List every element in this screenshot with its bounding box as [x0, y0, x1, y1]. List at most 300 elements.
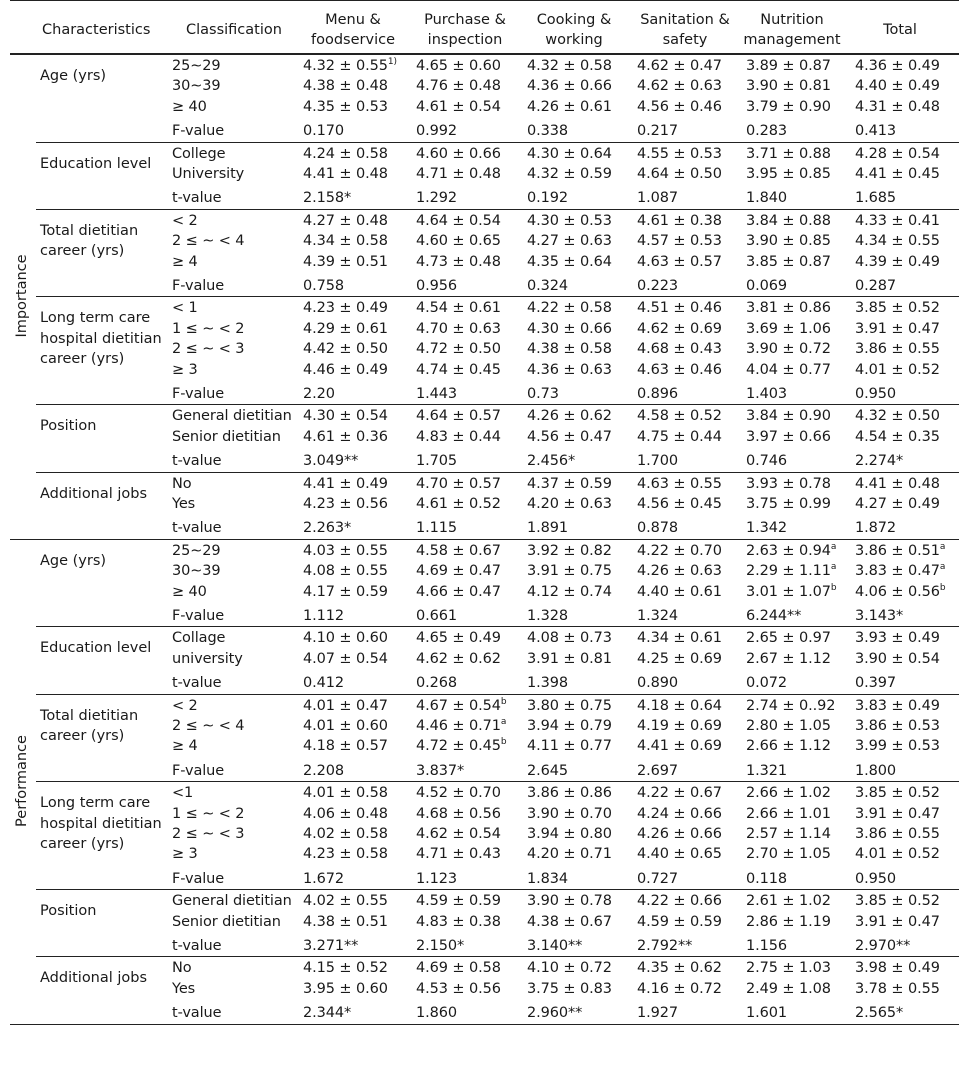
mean-sd-value: 4.30 ± 0.54 — [303, 408, 388, 425]
classification-label: < 2 — [172, 212, 198, 229]
mean-sd-value: 4.36 ± 0.66 — [527, 78, 612, 95]
mean-sd-value: 4.32 ± 0.59 — [527, 166, 612, 182]
classification-label: 30∼39 — [172, 563, 221, 580]
statistic-value: 2.792** — [637, 938, 693, 954]
mean-sd-value: 2.75 ± 1.03 — [746, 960, 831, 977]
statistic-label: F-value — [172, 608, 225, 624]
mean-sd-value: 4.64 ± 0.57 — [416, 408, 501, 425]
mean-sd-value: 4.23 ± 0.49 — [303, 300, 388, 317]
mean-sd-value: 3.93 ± 0.49 — [855, 630, 940, 647]
mean-sd-value: 4.36 ± 0.63 — [527, 361, 612, 378]
mean-sd-value: 4.01 ± 0.60 — [303, 718, 388, 734]
mean-sd-value: 4.69 ± 0.47 — [416, 563, 501, 580]
statistic-value: 3.049** — [303, 453, 359, 470]
mean-sd-value: 3.01 ± 1.07$^b$ — [746, 582, 837, 600]
top-rule — [10, 0, 959, 1]
mean-sd-value: 4.01 ± 0.52 — [855, 361, 940, 378]
mean-sd-value: 3.79 ± 0.90 — [746, 98, 831, 115]
group-divider — [36, 694, 959, 695]
classification-label: ≥ 4 — [172, 738, 198, 755]
mean-sd-value: 4.35 ± 0.53 — [303, 98, 388, 115]
mean-sd-value: 4.56 ± 0.45 — [637, 496, 722, 512]
statistic-value: 0.950 — [855, 870, 897, 887]
mean-sd-value: 4.06 ± 0.56$^b$ — [855, 582, 946, 600]
superscript-marker: a — [830, 541, 837, 552]
mean-sd-value: 4.17 ± 0.59 — [303, 583, 388, 600]
mean-sd-value: 4.41 ± 0.69 — [637, 738, 722, 755]
mean-sd-value: 4.32 ± 0.50 — [855, 408, 940, 425]
superscript-marker: b — [830, 582, 837, 593]
mean-sd-value: 2.67 ± 1.12 — [746, 650, 831, 667]
mean-sd-value: 4.22 ± 0.66 — [637, 893, 722, 910]
mean-sd-value: 3.90 ± 0.72 — [746, 341, 831, 358]
mean-sd-value: 4.22 ± 0.70 — [637, 542, 722, 559]
mean-sd-value: 4.66 ± 0.47 — [416, 583, 501, 600]
mean-sd-value: 4.15 ± 0.52 — [303, 960, 388, 977]
mean-sd-value: 4.38 ± 0.48 — [303, 78, 388, 95]
characteristic-label: Age (yrs) — [40, 68, 107, 84]
statistic-value: 1.860 — [416, 1005, 458, 1022]
mean-sd-value: 4.38 ± 0.51 — [303, 913, 388, 930]
mean-sd-value: 4.01 ± 0.52 — [855, 846, 940, 863]
statistic-value: 0.727 — [637, 870, 679, 887]
statistic-value: 1.112 — [303, 608, 345, 624]
mean-sd-value: 4.73 ± 0.48 — [416, 253, 501, 270]
classification-label: Yes — [172, 496, 196, 512]
statistic-value: 2.565* — [855, 1005, 904, 1022]
header-characteristics: Characteristics — [42, 22, 151, 38]
mean-sd-value: 2.86 ± 1.19 — [746, 913, 831, 930]
mean-sd-value: 4.41 ± 0.45 — [855, 166, 940, 182]
mean-sd-value: 4.70 ± 0.57 — [416, 475, 501, 492]
mean-sd-value: 4.27 ± 0.48 — [303, 212, 388, 229]
mean-sd-value: 4.26 ± 0.63 — [637, 563, 722, 580]
mean-sd-value: 4.58 ± 0.52 — [637, 408, 722, 425]
mean-sd-value: 3.91 ± 0.47 — [855, 913, 940, 930]
statistic-value: 0.170 — [303, 123, 345, 140]
mean-sd-value: 4.39 ± 0.49 — [855, 253, 940, 270]
characteristic-label: Total dietitian — [40, 222, 139, 239]
mean-sd-value: 4.39 ± 0.51 — [303, 253, 388, 270]
classification-label: < 2 — [172, 697, 198, 714]
mean-sd-value: 4.54 ± 0.61 — [416, 300, 501, 317]
mean-sd-value: 3.86 ± 0.55 — [855, 826, 940, 842]
statistic-value: 1.328 — [527, 608, 569, 624]
statistic-value: 0.283 — [746, 123, 788, 140]
statistic-value: 1.156 — [746, 938, 788, 954]
mean-sd-value: 2.29 ± 1.11$^a$ — [746, 562, 837, 580]
mean-sd-value: 4.03 ± 0.55 — [303, 542, 388, 559]
mean-sd-value: 4.72 ± 0.45$^b$ — [416, 737, 507, 755]
classification-label: 2 ≤ ∼ < 3 — [172, 826, 245, 842]
mean-sd-value: 4.25 ± 0.69 — [637, 650, 722, 667]
statistic-value: 0.950 — [855, 386, 897, 402]
classification-label: 1 ≤ ∼ < 2 — [172, 805, 245, 822]
mean-sd-value: 4.41 ± 0.48 — [855, 475, 940, 492]
mean-sd-value: 4.61 ± 0.54 — [416, 98, 501, 115]
statistic-value: 0.992 — [416, 123, 458, 140]
classification-label: ≥ 4 — [172, 253, 198, 270]
statistic-value: 0.072 — [746, 675, 788, 692]
mean-sd-value: 4.55 ± 0.53 — [637, 145, 722, 162]
mean-sd-value: 4.76 ± 0.48 — [416, 78, 501, 95]
mean-sd-value: 4.83 ± 0.38 — [416, 913, 501, 930]
mean-sd-value: 4.40 ± 0.61 — [637, 583, 722, 600]
statistic-value: 2.263* — [303, 520, 352, 537]
mean-sd-value: 3.80 ± 0.75 — [527, 697, 612, 714]
statistic-value: 0.661 — [416, 608, 458, 624]
header-sanitation-line1: Sanitation & — [640, 12, 730, 28]
statistic-value: 1.705 — [416, 453, 458, 470]
mean-sd-value: 2.66 ± 1.12 — [746, 738, 831, 755]
mean-sd-value: 4.83 ± 0.44 — [416, 428, 501, 445]
statistic-value: 2.344* — [303, 1005, 352, 1022]
section-label: Importance — [14, 254, 30, 338]
mean-sd-value: 4.41 ± 0.48 — [303, 166, 388, 182]
classification-label: Yes — [172, 980, 196, 997]
mean-sd-value: 4.64 ± 0.54 — [416, 212, 501, 229]
characteristic-label: Additional jobs — [40, 970, 148, 987]
classification-label: No — [172, 475, 192, 492]
statistic-value: 1.800 — [855, 762, 897, 779]
classification-label: <1 — [172, 785, 194, 802]
mean-sd-value: 4.62 ± 0.47 — [637, 58, 722, 74]
header-nutrition-line2: management — [743, 32, 841, 48]
section-label: Performance — [14, 735, 30, 828]
mean-sd-value: 4.46 ± 0.49 — [303, 361, 388, 378]
mean-sd-value: 4.26 ± 0.61 — [527, 98, 612, 115]
mean-sd-value: 4.32 ± 0.58 — [527, 58, 612, 74]
mean-sd-value: 4.54 ± 0.35 — [855, 428, 940, 445]
mean-sd-value: 4.51 ± 0.46 — [637, 300, 722, 317]
statistic-value: 1.115 — [416, 520, 458, 537]
mean-sd-value: 4.34 ± 0.61 — [637, 630, 722, 647]
mean-sd-value: 3.75 ± 0.99 — [746, 496, 831, 512]
mean-sd-value: 4.08 ± 0.55 — [303, 563, 388, 580]
group-divider — [36, 889, 959, 890]
mean-sd-value: 4.68 ± 0.56 — [416, 805, 501, 822]
mean-sd-value: 4.04 ± 0.77 — [746, 361, 831, 378]
statistic-value: 0.878 — [637, 520, 679, 537]
statistic-label: F-value — [172, 386, 225, 402]
statistic-value: 1.927 — [637, 1005, 679, 1022]
group-divider — [36, 142, 959, 143]
characteristic-label: Education level — [40, 640, 152, 657]
bottom-rule — [10, 1024, 959, 1026]
characteristic-label: Long term care — [40, 310, 151, 327]
mean-sd-value: 4.35 ± 0.62 — [637, 960, 722, 977]
statistic-label: F-value — [172, 123, 225, 140]
characteristic-label: career (yrs) — [40, 351, 125, 368]
header-nutrition-line1: Nutrition — [760, 12, 824, 28]
mean-sd-value: 4.70 ± 0.63 — [416, 320, 501, 337]
group-divider — [36, 404, 959, 405]
mean-sd-value: 4.56 ± 0.47 — [527, 428, 612, 445]
mean-sd-value: 4.29 ± 0.61 — [303, 320, 388, 337]
mean-sd-value: 3.85 ± 0.87 — [746, 253, 831, 270]
mean-sd-value: 4.64 ± 0.50 — [637, 166, 722, 182]
classification-label: Senior dietitian — [172, 428, 281, 445]
statistic-value: 0.287 — [855, 278, 897, 294]
mean-sd-value: 3.90 ± 0.85 — [746, 233, 831, 250]
classification-label: No — [172, 960, 192, 977]
statistic-value: 0.192 — [527, 190, 569, 207]
superscript-marker: a — [830, 562, 837, 573]
mean-sd-value: 4.24 ± 0.58 — [303, 145, 388, 162]
mean-sd-value: 3.86 ± 0.86 — [527, 785, 612, 802]
statistic-value: 1.601 — [746, 1005, 788, 1022]
statistic-value: 0.069 — [746, 278, 788, 294]
mean-sd-value: 4.63 ± 0.55 — [637, 475, 722, 492]
header-total: Total — [883, 22, 917, 38]
statistic-label: F-value — [172, 870, 225, 887]
mean-sd-value: 3.71 ± 0.88 — [746, 145, 831, 162]
statistic-value: 1.398 — [527, 675, 569, 692]
group-divider — [36, 472, 959, 473]
mean-sd-value: 4.02 ± 0.58 — [303, 826, 388, 842]
mean-sd-value: 4.33 ± 0.41 — [855, 212, 940, 229]
classification-label: 2 ≤ ∼ < 3 — [172, 341, 245, 358]
mean-sd-value: 4.18 ± 0.57 — [303, 738, 388, 755]
mean-sd-value: 4.38 ± 0.58 — [527, 341, 612, 358]
statistic-value: 1.443 — [416, 386, 458, 402]
classification-label: University — [172, 166, 245, 182]
mean-sd-value: 3.91 ± 0.47 — [855, 805, 940, 822]
superscript-marker: b — [500, 696, 507, 707]
statistic-value: 1.123 — [416, 870, 458, 887]
mean-sd-value: 3.99 ± 0.53 — [855, 738, 940, 755]
mean-sd-value: 4.10 ± 0.72 — [527, 960, 612, 977]
mean-sd-value: 4.59 ± 0.59 — [416, 893, 501, 910]
mean-sd-value: 4.57 ± 0.53 — [637, 233, 722, 250]
classification-label: 2 ≤ ∼ < 4 — [172, 718, 245, 734]
mean-sd-value: 2.63 ± 0.94$^a$ — [746, 541, 837, 559]
mean-sd-value: 4.07 ± 0.54 — [303, 650, 388, 667]
statistic-label: F-value — [172, 762, 225, 779]
mean-sd-value: 4.40 ± 0.65 — [637, 846, 722, 863]
statistic-value: 3.140** — [527, 938, 583, 954]
mean-sd-value: 4.26 ± 0.62 — [527, 408, 612, 425]
mean-sd-value: 3.83 ± 0.49 — [855, 697, 940, 714]
mean-sd-value: 4.20 ± 0.71 — [527, 846, 612, 863]
statistic-label: t-value — [172, 520, 222, 537]
statistic-value: 1.891 — [527, 520, 569, 537]
mean-sd-value: 4.30 ± 0.53 — [527, 212, 612, 229]
mean-sd-value: 4.01 ± 0.58 — [303, 785, 388, 802]
mean-sd-value: 4.63 ± 0.46 — [637, 361, 722, 378]
statistic-value: 1.292 — [416, 190, 458, 207]
mean-sd-value: 3.93 ± 0.78 — [746, 475, 831, 492]
group-divider — [36, 296, 959, 297]
mean-sd-value: 4.24 ± 0.66 — [637, 805, 722, 822]
statistic-value: 0.746 — [746, 453, 788, 470]
mean-sd-value: 4.60 ± 0.66 — [416, 145, 501, 162]
group-divider — [36, 626, 959, 627]
statistic-label: t-value — [172, 675, 222, 692]
mean-sd-value: 4.61 ± 0.36 — [303, 428, 388, 445]
classification-label: < 1 — [172, 300, 198, 317]
group-divider — [36, 956, 959, 957]
statistic-value: 2.697 — [637, 762, 679, 779]
mean-sd-value: 4.06 ± 0.48 — [303, 805, 388, 822]
classification-label: 30∼39 — [172, 78, 221, 95]
statistic-value: 0.956 — [416, 278, 458, 294]
statistic-value: 1.872 — [855, 520, 897, 537]
mean-sd-value: 4.34 ± 0.55 — [855, 233, 940, 250]
mean-sd-value: 4.56 ± 0.46 — [637, 98, 722, 115]
mean-sd-value: 4.60 ± 0.65 — [416, 233, 501, 250]
mean-sd-value: 4.30 ± 0.64 — [527, 145, 612, 162]
header-cooking-line1: Cooking & — [536, 12, 612, 28]
classification-label: Collage — [172, 630, 226, 647]
characteristic-label: Long term care — [40, 795, 151, 812]
superscript-marker: b — [500, 737, 507, 748]
mean-sd-value: 4.75 ± 0.44 — [637, 428, 722, 445]
header-purchase-line1: Purchase & — [424, 12, 506, 28]
statistic-value: 0.73 — [527, 386, 559, 402]
mean-sd-value: 4.72 ± 0.50 — [416, 341, 501, 358]
mean-sd-value: 4.63 ± 0.57 — [637, 253, 722, 270]
superscript-marker: a — [939, 562, 946, 573]
mean-sd-value: 3.86 ± 0.55 — [855, 341, 940, 358]
statistic-label: t-value — [172, 938, 222, 954]
mean-sd-value: 3.75 ± 0.83 — [527, 980, 612, 997]
mean-sd-value: 4.41 ± 0.49 — [303, 475, 388, 492]
mean-sd-value: 3.85 ± 0.52 — [855, 300, 940, 317]
statistic-value: 3.143* — [855, 608, 904, 624]
characteristic-label: Position — [40, 418, 97, 435]
characteristic-label: career (yrs) — [40, 836, 125, 852]
mean-sd-value: 4.22 ± 0.58 — [527, 300, 612, 317]
mean-sd-value: $4.32 \pm 0.55^{1)}$ — [303, 57, 397, 74]
mean-sd-value: 4.19 ± 0.69 — [637, 718, 722, 734]
mean-sd-value: 3.91 ± 0.75 — [527, 563, 612, 580]
mean-sd-value: 2.66 ± 1.02 — [746, 785, 831, 802]
classification-label: Senior dietitian — [172, 913, 281, 930]
statistic-label: t-value — [172, 1005, 222, 1022]
mean-sd-value: 4.62 ± 0.54 — [416, 826, 501, 842]
mean-sd-value: 4.35 ± 0.64 — [527, 253, 612, 270]
statistic-value: 0.338 — [527, 123, 569, 140]
mean-sd-value: 4.61 ± 0.52 — [416, 496, 501, 512]
mean-sd-value: 4.42 ± 0.50 — [303, 341, 388, 358]
mean-sd-value: 3.94 ± 0.80 — [527, 826, 612, 842]
mean-sd-value: 4.53 ± 0.56 — [416, 980, 501, 997]
characteristic-label: Education level — [40, 155, 152, 172]
mean-sd-value: 4.01 ± 0.47 — [303, 697, 388, 714]
mean-sd-value: 3.90 ± 0.78 — [527, 893, 612, 910]
mean-sd-value: 4.61 ± 0.38 — [637, 212, 722, 229]
mean-sd-value: 4.26 ± 0.66 — [637, 826, 722, 842]
superscript-marker: a — [500, 717, 507, 727]
mean-sd-value: 4.20 ± 0.63 — [527, 496, 612, 512]
statistic-label: F-value — [172, 278, 225, 294]
statistic-value: 1.403 — [746, 386, 788, 402]
statistic-value: 1.672 — [303, 870, 345, 887]
mean-sd-value: 3.95 ± 0.85 — [746, 166, 831, 182]
statistic-value: 2.645 — [527, 762, 569, 779]
statistic-value: 1.087 — [637, 190, 679, 207]
mean-sd-value: 4.69 ± 0.58 — [416, 960, 501, 977]
statistic-value: 0.890 — [637, 675, 679, 692]
mean-sd-value: 4.30 ± 0.66 — [527, 320, 612, 337]
mean-sd-value: 2.61 ± 1.02 — [746, 893, 831, 910]
statistic-value: 1.342 — [746, 520, 788, 537]
statistic-value: 2.274* — [855, 453, 904, 470]
statistic-value: 1.700 — [637, 453, 679, 470]
mean-sd-value: 4.18 ± 0.64 — [637, 697, 722, 714]
mean-sd-value: 2.70 ± 1.05 — [746, 846, 831, 863]
statistic-value: 6.244** — [746, 608, 802, 624]
mean-sd-value: 2.57 ± 1.14 — [746, 826, 831, 842]
statistic-value: 0.223 — [637, 278, 679, 294]
classification-label: ≥ 3 — [172, 361, 198, 378]
classification-label: 25∼29 — [172, 542, 221, 559]
statistic-value: 1.321 — [746, 762, 788, 779]
mean-sd-value: 4.52 ± 0.70 — [416, 785, 501, 802]
mean-sd-value: 4.11 ± 0.77 — [527, 738, 612, 755]
mean-sd-value: 3.89 ± 0.87 — [746, 58, 831, 74]
classification-label: ≥ 3 — [172, 846, 198, 863]
statistic-value: 1.840 — [746, 190, 788, 207]
statistic-value: 2.158* — [303, 190, 352, 207]
classification-label: ≥ 40 — [172, 583, 207, 600]
statistic-value: 2.960** — [527, 1005, 583, 1022]
mean-sd-value: 4.62 ± 0.62 — [416, 650, 501, 667]
classification-label: 2 ≤ ∼ < 4 — [172, 233, 245, 250]
superscript-marker: a — [939, 541, 946, 552]
mean-sd-value: 4.12 ± 0.74 — [527, 583, 612, 600]
mean-sd-value: 4.31 ± 0.48 — [855, 98, 940, 115]
mean-sd-value: 3.90 ± 0.81 — [746, 78, 831, 95]
group-divider — [36, 781, 959, 782]
mean-sd-value: 4.62 ± 0.69 — [637, 320, 722, 337]
statistic-value: 2.150* — [416, 938, 465, 954]
mean-sd-value: 4.62 ± 0.63 — [637, 78, 722, 95]
mean-sd-value: 4.59 ± 0.59 — [637, 913, 722, 930]
mean-sd-value: 3.84 ± 0.90 — [746, 408, 831, 425]
mean-sd-value: 3.81 ± 0.86 — [746, 300, 831, 317]
characteristic-label: hospital dietitian — [40, 815, 162, 832]
mean-sd-value: 4.27 ± 0.63 — [527, 233, 612, 250]
mean-sd-value: 4.16 ± 0.72 — [637, 980, 722, 997]
statistic-value: 1.324 — [637, 608, 679, 624]
header-menu-line2: foodservice — [311, 32, 395, 48]
group-divider — [36, 209, 959, 210]
mean-sd-value: 4.23 ± 0.58 — [303, 846, 388, 863]
mean-sd-value: 3.69 ± 1.06 — [746, 320, 831, 337]
mean-sd-value: 4.34 ± 0.58 — [303, 233, 388, 250]
mean-sd-value: 4.38 ± 0.67 — [527, 913, 612, 930]
mean-sd-value: 4.37 ± 0.59 — [527, 475, 612, 492]
mean-sd-value: 3.91 ± 0.47 — [855, 320, 940, 337]
mean-sd-value: 3.83 ± 0.47$^a$ — [855, 562, 946, 580]
header-cooking-line2: working — [545, 32, 603, 48]
header-rule — [10, 53, 959, 55]
mean-sd-value: 4.22 ± 0.67 — [637, 785, 722, 802]
classification-label: College — [172, 145, 226, 162]
classification-label: 25∼29 — [172, 58, 221, 74]
statistic-value: 1.834 — [527, 870, 569, 887]
classification-label: 1 ≤ ∼ < 2 — [172, 320, 245, 337]
mean-sd-value: 3.78 ± 0.55 — [855, 980, 940, 997]
mean-sd-value: 3.85 ± 0.52 — [855, 893, 940, 910]
classification-label: university — [172, 650, 243, 667]
mean-sd-value: 3.91 ± 0.81 — [527, 650, 612, 667]
statistic-value: 2.456* — [527, 453, 576, 470]
characteristic-label: hospital dietitian — [40, 330, 162, 347]
classification-label: General dietitian — [172, 893, 292, 910]
